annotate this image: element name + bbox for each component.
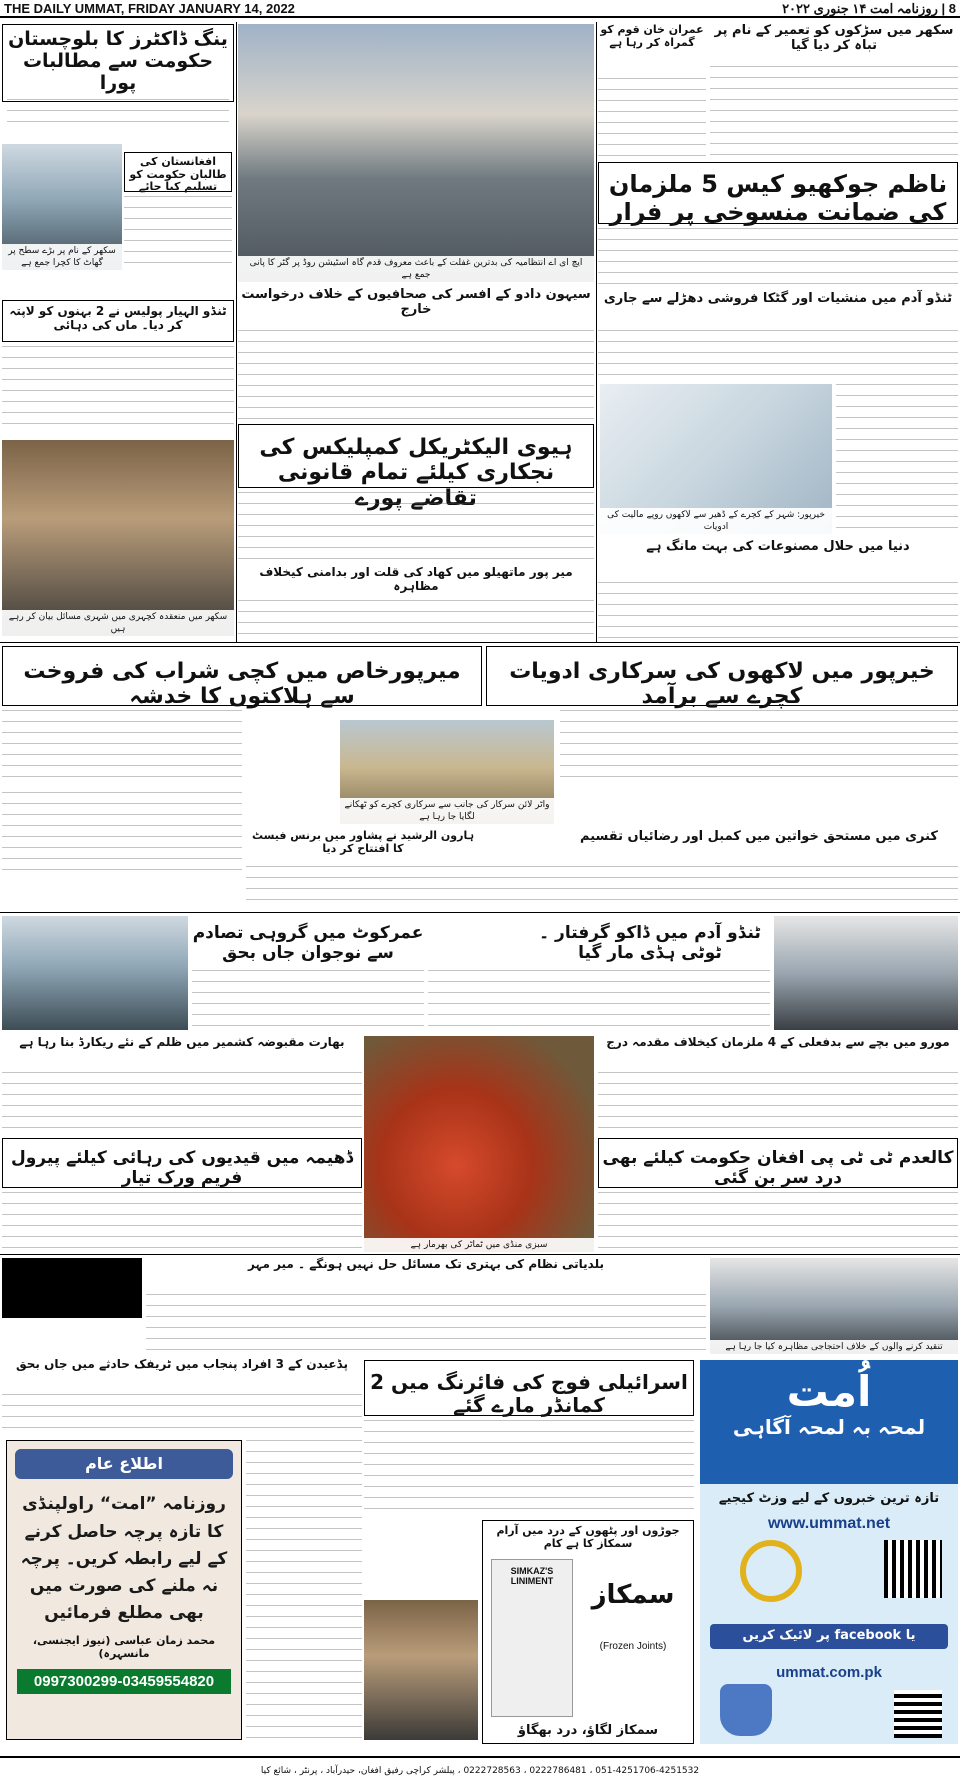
row-rule xyxy=(0,642,960,643)
headline: اسرائیلی فوج کی فائرنگ میں 2 کمانڈر مارے گئے xyxy=(370,1370,688,1417)
headline: افغانستان کی طالبان حکومت کو تسلیم کیا جائے xyxy=(129,155,227,194)
body-text xyxy=(836,384,958,534)
photo-caption: سکھر کے نام پر بڑے سطح پر گھاٹ کا کچرا جمع ہے xyxy=(2,244,122,270)
photo-inspection xyxy=(364,1600,478,1740)
row-rule xyxy=(0,1254,960,1255)
photo-caption: سکھر میں منعقدہ کچہری میں شہری مسائل بیان کر رہے ہیں xyxy=(2,610,234,636)
story-heavy-electrical xyxy=(238,424,594,511)
headline: عمران خان قوم کو گمراہ کر رہا ہے xyxy=(600,23,704,49)
body-text xyxy=(246,866,958,910)
notice-body: روزنامہ ”امت“ راولپنڈی کا تازہ پرچہ حاصل کرنے کے لیے رابطہ کریں۔ پرچہ نہ ملنے کی صورت میں بھی مطلع فرمائیں xyxy=(20,1494,228,1624)
qr-code-icon xyxy=(884,1540,942,1598)
photo-medicines xyxy=(600,384,832,534)
body-text xyxy=(2,710,242,786)
ummat-logo: اُمت xyxy=(786,1367,872,1416)
qr-code-icon xyxy=(894,1690,942,1738)
story-sehwan xyxy=(238,288,594,326)
photo-waste-removal xyxy=(340,720,554,824)
body-text xyxy=(560,710,958,786)
body-text xyxy=(2,346,234,432)
notice-ad xyxy=(6,1440,242,1740)
simkaz-ad xyxy=(482,1520,694,1744)
story-kunri-blankets xyxy=(560,830,958,864)
photo-kacheri xyxy=(2,440,234,636)
page-number: 8 xyxy=(948,1,956,16)
body-text xyxy=(710,66,958,158)
story-local-govt xyxy=(146,1258,706,1292)
column-rule xyxy=(596,22,597,642)
story-ttp xyxy=(598,1138,958,1188)
headline: ینگ ڈاکٹرز کا بلوچستان حکومت سے مطالبات پورا xyxy=(8,28,228,94)
simkaz-brand: سمکاز xyxy=(591,1580,675,1610)
ummat-tagline: لمحہ بہ لمحہ آگاہی xyxy=(732,1415,926,1440)
story-young-doctors xyxy=(2,24,234,102)
notice-phone: 0997300299-03459554820 xyxy=(17,1669,231,1694)
body-text xyxy=(7,99,229,129)
headline: کالعدم ٹی ٹی پی افغان حکومت کیلئے بھی درد سر بن گئی xyxy=(602,1148,954,1188)
story-parole-framework xyxy=(2,1138,362,1188)
simkaz-sub: (Frozen Joints) xyxy=(599,1641,667,1652)
story-kashmir xyxy=(2,1036,362,1070)
body-text xyxy=(428,970,770,1030)
story-tando-adam-robber xyxy=(530,916,770,968)
headline: میرپورخاص میں کچی شراب کی فروخت سے ہلاکتوں کا خدشہ xyxy=(23,659,461,710)
body-text xyxy=(146,1294,706,1354)
headline: بلدیاتی نظام کی بہتری تک مسائل حل نہیں ہونگے ۔ میر مہر xyxy=(247,1257,605,1271)
facebook-banner[interactable]: یا facebook پر لائیک کریں xyxy=(710,1624,948,1649)
story-israeli-firing xyxy=(364,1360,694,1416)
column-rule xyxy=(236,22,237,642)
masthead-urdu: 8 | روزنامہ امت ۱۴ جنوری ۲۰۲۲ xyxy=(782,1,956,16)
magnifier-icon xyxy=(740,1540,802,1602)
headline: ہارون الرشید نے پشاور میں برنس فیسٹ کا افتتاح کر دیا xyxy=(251,829,475,855)
thumbs-up-icon xyxy=(720,1684,772,1736)
photo-caption: ایچ ای اے انتظامیہ کی بدترین غفلت کے باعث معروف قدم گاہ اسٹیشن روڈ پر گٹر کا پانی جمع ہے xyxy=(238,256,594,282)
headline: ٹنڈو آدم میں ڈاکو گرفتار ۔ ٹوٹی ہڈی مار گیا xyxy=(539,923,761,963)
simkaz-top: جوڑوں اور پٹھوں کے درد میں آرام سمکاز کا ہے کام xyxy=(496,1524,680,1550)
story-tando-adam-drugs xyxy=(598,292,958,328)
headline: پڈعیدن کے 3 افراد پنجاب میں ٹریفک حادثے میں جاں بحق xyxy=(15,1357,349,1371)
photo-caption: تنقید کرنے والوں کے خلاف احتجاجی مظاہرہ کیا جا رہا ہے xyxy=(710,1340,958,1354)
body-text xyxy=(238,330,594,420)
ummat-url[interactable]: www.ummat.net xyxy=(767,1514,891,1532)
sidebar-brief xyxy=(2,1258,142,1318)
headline: ڈھیمہ میں قیدیوں کی رہائی کیلئے پیرول فریم ورک تیار xyxy=(10,1148,354,1188)
photo-sukkur-river xyxy=(2,144,122,270)
headline: خیرپور میں لاکھوں کی سرکاری ادویات کچرے سے برآمد xyxy=(509,659,935,710)
story-mirpurkhas-liquor xyxy=(2,646,482,710)
story-moro-case xyxy=(598,1036,958,1070)
ummat-ad-top xyxy=(700,1360,958,1484)
story-umarkot xyxy=(192,916,424,968)
story-nazim-jokhio xyxy=(598,162,958,224)
body-text xyxy=(598,228,958,288)
photo-sewage-pond xyxy=(2,916,188,1030)
photo-caption: واٹر لائن سرکار کی جانب سے سرکاری کچرے کو ٹھکانے لگایا جا رہا ہے xyxy=(340,798,554,824)
story-afghan-govt xyxy=(124,152,232,192)
notice-title: اطلاع عام xyxy=(15,1449,233,1479)
body-text xyxy=(192,970,424,1030)
photo-flooded-street xyxy=(238,24,594,282)
notice-contact: محمد زمان عباسی (نیوز ایجنسی، مانسہرہ) xyxy=(32,1634,216,1660)
body-text xyxy=(598,78,706,158)
story-mirpur-mathelo xyxy=(238,566,594,600)
headline: ٹنڈو آدم میں منشیات اور گٹکا فروشی دھڑلے سے جاری xyxy=(603,291,953,306)
ummat-url-2[interactable]: ummat.com.pk xyxy=(776,1664,882,1681)
body-text xyxy=(2,1072,362,1132)
body-text xyxy=(598,582,958,640)
body-text xyxy=(598,330,958,380)
body-text xyxy=(238,600,594,640)
simkaz-bottle: SIMKAZ'S LINIMENT xyxy=(491,1559,573,1717)
headline: دنیا میں حلال مصنوعات کی بہت مانگ ہے xyxy=(646,539,910,554)
body-text xyxy=(2,1192,362,1252)
headline: سیہون دادو کے افسر کی صحافیوں کے خلاف درخواست خارج xyxy=(241,287,591,317)
headline: کنری میں مستحق خواتین میں کمبل اور رضائیاں تقسیم xyxy=(580,829,938,844)
masthead xyxy=(0,0,960,18)
footer-imprint: 051-4251706-4251532 ، 0222786481 ، 0222728563 ، پبلشر کراچی رفیق افغان، حیدرآباد ، پرنٹر ، شائع کیا xyxy=(0,1756,960,1784)
story-tando-allahyar xyxy=(2,300,234,342)
headline: سکھر میں سڑکوں کو تعمیر کے نام پر تباہ کر دیا گیا xyxy=(714,23,954,53)
ummat-line: تازہ ترین خبروں کے لیے وزٹ کیجیے xyxy=(718,1491,940,1506)
body-text xyxy=(2,1394,362,1434)
body-text xyxy=(598,1192,958,1252)
headline: میر پور ماتھیلو میں کھاد کی قلت اور بدامنی کیخلاف مظاہرہ xyxy=(259,565,573,593)
photo-protest xyxy=(710,1258,958,1354)
photo-caption: سبزی منڈی میں ٹماٹر کی بھرمار ہے xyxy=(364,1238,594,1252)
body-text xyxy=(598,1072,958,1132)
ummat-ad-bottom xyxy=(700,1484,958,1744)
headline: ناظم جوکھیو کیس 5 ملزمان کی ضمانت منسوخی پر فرار xyxy=(608,170,948,226)
body-text xyxy=(238,492,594,564)
headline: مورو میں بچے سے بدفعلی کے 4 ملزمان کیخلاف مقدمہ درج xyxy=(606,1035,950,1049)
body-text xyxy=(246,1440,362,1740)
photo-vehicles xyxy=(774,916,958,1030)
story-haroon-rasheed xyxy=(246,830,480,864)
story-khairpur-medicines xyxy=(486,646,958,710)
headline: ٹنڈو الہیار پولیس نے 2 بہنوں کو لاپتہ کر دیا۔ ماں کی دہائی xyxy=(9,304,227,332)
headline: ہیوی الیکٹریکل کمپلیکس کی نجکاری کیلئے تمام قانونی تقاضے پورے xyxy=(259,435,573,511)
body-text xyxy=(364,1420,694,1516)
body-text xyxy=(124,196,232,270)
simkaz-bottom: سمکاز لگاؤ، درد بھگاؤ xyxy=(517,1723,659,1739)
masthead-english: THE DAILY UMMAT, FRIDAY JANUARY 14, 2022 xyxy=(4,1,295,16)
headline: عمرکوٹ میں گروہی تصادم سے نوجوان جاں بحق xyxy=(192,923,424,963)
row-rule xyxy=(0,912,960,913)
story-imran-khan xyxy=(598,24,706,78)
photo-tomato-market xyxy=(364,1036,594,1252)
photo-caption: خیرپور: شہر کے کچرے کے ڈھیر سے لاکھوں روپے مالیت کی ادویات xyxy=(600,508,832,534)
body-text xyxy=(2,792,242,872)
headline: بھارت مقبوضہ کشمیر میں ظلم کے نئے ریکارڈ بنا رہا ہے xyxy=(19,1035,345,1049)
story-halal-products xyxy=(598,540,958,580)
story-traffic-accident xyxy=(2,1358,362,1392)
story-sukkur-roads xyxy=(710,24,958,64)
